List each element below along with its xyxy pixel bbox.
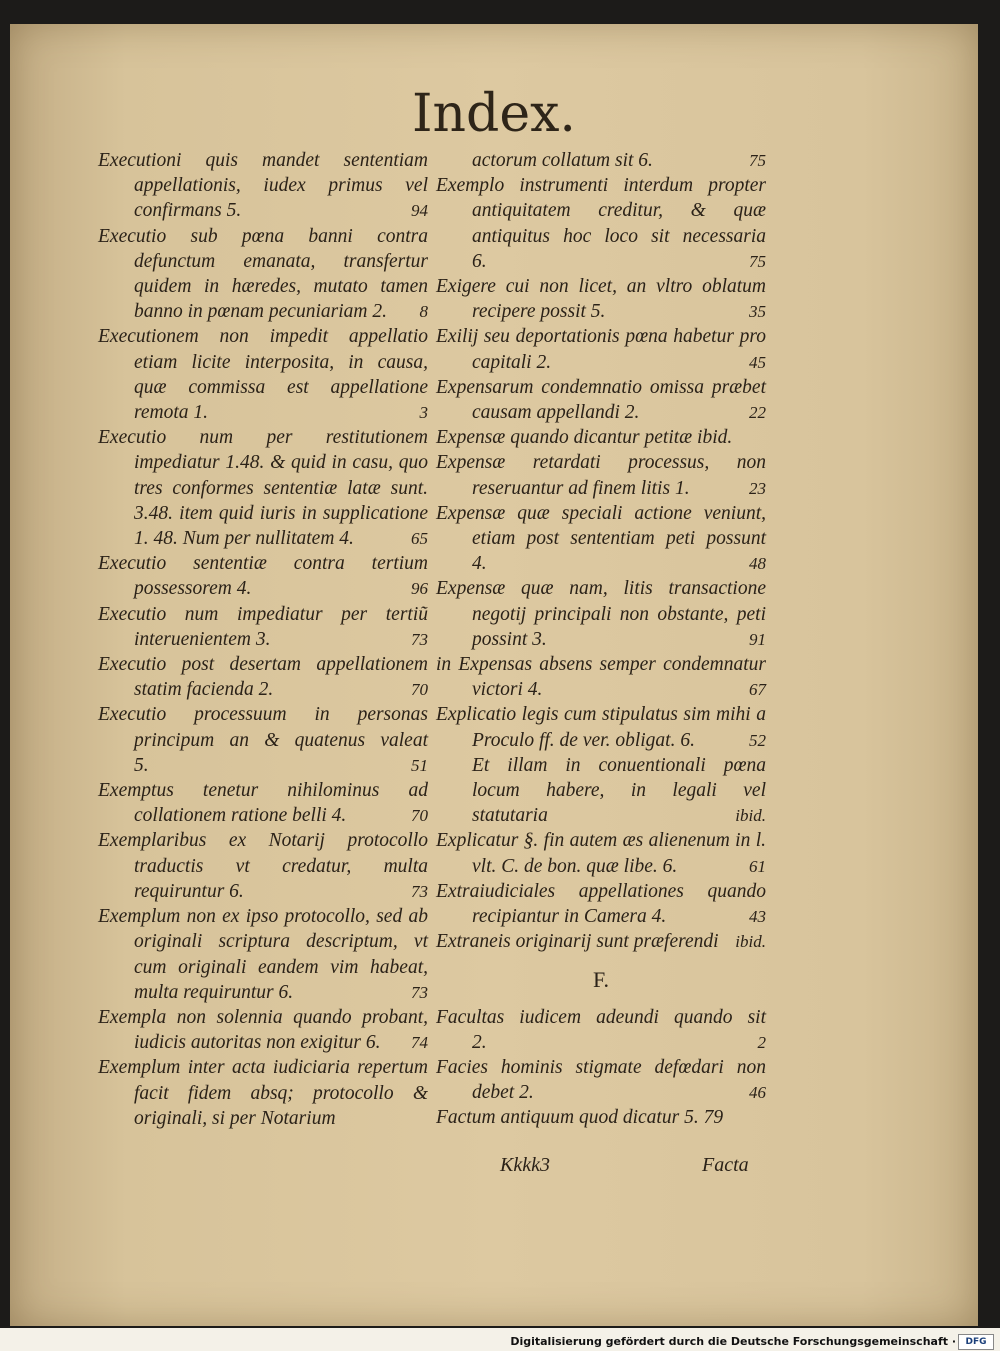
entry-text: Expensæ quæ speciali actione veniunt, etiam post sententiam peti possunt 4. bbox=[436, 502, 766, 575]
entry-page-number: 51 bbox=[411, 755, 428, 775]
entry-text: Exigere cui non licet, an vltro oblatum recipere possit 5. bbox=[436, 276, 766, 323]
footer-bar bbox=[0, 1332, 1000, 1351]
entry-page-number: 48 bbox=[749, 554, 766, 574]
entry-page-number: 73 bbox=[411, 629, 428, 649]
index-column-right bbox=[436, 148, 766, 1131]
index-entry bbox=[436, 1105, 766, 1130]
index-entry bbox=[436, 702, 766, 752]
entry-page-number: 45 bbox=[749, 352, 766, 372]
entry-text: Factum antiquum quod dicatur 5. 79 bbox=[436, 1107, 724, 1129]
entry-page-number: 46 bbox=[749, 1083, 766, 1103]
entry-text: Executio num per restitutionem impediatur 1.48. & quid in casu, quo tres conformes sententiæ latæ sunt. 3.48. item quid iuris in supplicatione 1. 48. Num per nullitatem 4. bbox=[98, 427, 428, 550]
index-entry bbox=[98, 224, 428, 325]
dfg-logo: DFG bbox=[958, 1334, 994, 1350]
index-entry bbox=[98, 602, 428, 652]
entry-text: Extraneis originarij sunt præferendi bbox=[436, 931, 719, 953]
entry-page-number: 94 bbox=[411, 201, 428, 221]
index-entry bbox=[436, 324, 766, 374]
entry-page-number: 65 bbox=[411, 529, 428, 549]
entry-page-number: 35 bbox=[749, 302, 766, 322]
index-entry bbox=[436, 375, 766, 425]
entry-text: Executio num impediatur per tertiũ interuenientem 3. bbox=[98, 603, 428, 650]
index-entry bbox=[98, 702, 428, 778]
index-entry bbox=[98, 324, 428, 425]
index-entry bbox=[98, 652, 428, 702]
entry-text: Exemplum inter acta iudiciaria repertum facit fidem absq; protocollo & originali, si per Notarium bbox=[98, 1057, 428, 1129]
entry-page-number: 75 bbox=[749, 251, 766, 271]
index-entry bbox=[436, 501, 766, 577]
catchword: Facta bbox=[702, 1154, 749, 1176]
index-entry bbox=[436, 828, 766, 878]
entry-text: Executioni quis mandet sententiam appellationis, iudex primus vel confirmans 5. bbox=[98, 150, 428, 222]
entry-text: Exilij seu deportationis pœna habetur pro capitali 2. bbox=[436, 326, 766, 373]
entry-text: Executio sub pœna banni contra defunctum emanata, transfertur quidem in hæredes, mutato tamen banno in pœnam pecuniariam 2. bbox=[98, 225, 428, 323]
entry-text: Executio post desertam appellationem statim facienda 2. bbox=[98, 654, 428, 701]
entry-text: Executionem non impedit appellatio etiam licite interposita, in causa, quæ commissa est appellatione remota 1. bbox=[98, 326, 428, 424]
index-entry bbox=[436, 753, 766, 829]
page-heading: Index. bbox=[412, 84, 576, 144]
entry-text: in Expensas absens semper condemnatur victori 4. bbox=[436, 654, 766, 701]
entry-text: Exemplo instrumenti interdum propter antiquitatem creditur, & quæ antiquitus hoc loco sit necessaria 6. bbox=[436, 175, 766, 272]
index-entry bbox=[98, 1055, 428, 1131]
entry-text: Executio processuum in personas principum an & quatenus valeat 5. bbox=[98, 704, 428, 776]
index-entry bbox=[436, 450, 766, 500]
entry-page-number: 23 bbox=[749, 478, 766, 498]
index-entry bbox=[436, 425, 766, 450]
index-entry bbox=[436, 576, 766, 652]
index-entry bbox=[98, 148, 428, 224]
index-entry bbox=[98, 551, 428, 601]
entry-page-number: 2 bbox=[757, 1032, 766, 1052]
entry-page-number: 61 bbox=[749, 856, 766, 876]
entry-text: Expensæ quando dicantur petitæ ibid. bbox=[436, 427, 733, 449]
index-entry bbox=[436, 929, 766, 954]
index-entry bbox=[98, 1005, 428, 1055]
entry-page-number: ibid. bbox=[735, 806, 766, 826]
entry-page-number: 70 bbox=[411, 806, 428, 826]
index-entry bbox=[436, 1005, 766, 1055]
entry-text: Exemplum non ex ipso protocollo, sed ab originali scriptura descriptum, vt cum originali eandem vim habeat, multa requiruntur 6. bbox=[98, 906, 428, 1003]
index-entry bbox=[436, 148, 766, 173]
entry-text: Et illam in conuentionali pœna locum habere, in legali vel statutaria bbox=[472, 754, 766, 827]
index-column-left bbox=[98, 148, 428, 1131]
entry-page-number: 96 bbox=[411, 579, 428, 599]
entry-page-number: 52 bbox=[749, 730, 766, 750]
footer-credit: Digitalisierung gefördert durch die Deutsche Forschungsgemeinschaft · bbox=[510, 1335, 956, 1348]
entry-text: Exemptus tenetur nihilominus ad collationem ratione belli 4. bbox=[98, 780, 428, 827]
entry-text: actorum collatum sit 6. bbox=[472, 150, 653, 171]
entry-text: Expensæ retardati processus, non reseruantur ad finem litis 1. bbox=[436, 452, 766, 499]
entry-page-number: 8 bbox=[419, 302, 428, 322]
entry-page-number: 70 bbox=[411, 680, 428, 700]
entry-page-number: 91 bbox=[749, 629, 766, 649]
entry-text: Exempla non solennia quando probant, iudicis autoritas non exigitur 6. bbox=[98, 1006, 428, 1054]
entry-page-number: 73 bbox=[411, 881, 428, 901]
entry-text: Expensarum condemnatio omissa præbet causam appellandi 2. bbox=[436, 376, 766, 424]
entry-page-number: 67 bbox=[749, 680, 766, 700]
index-entry bbox=[436, 652, 766, 702]
index-entry bbox=[98, 425, 428, 551]
index-entry bbox=[436, 879, 766, 929]
index-entry bbox=[436, 173, 766, 274]
book-page bbox=[10, 24, 978, 1326]
section-letter: F. bbox=[593, 966, 609, 992]
entry-page-number: 3 bbox=[419, 403, 428, 423]
entry-text: Facies hominis stigmate defœdari non debet 2. bbox=[436, 1056, 766, 1104]
entry-text: Exemplaribus ex Notarij protocollo traductis vt credatur, multa requiruntur 6. bbox=[98, 830, 428, 902]
entry-text: Explicatur §. fin autem æs alienenum in l. vlt. C. de bon. quæ libe. 6. bbox=[436, 830, 766, 877]
entry-text: Explicatio legis cum stipulatus sim mihi a Proculo ff. de ver. obligat. 6. bbox=[436, 704, 766, 751]
entry-text: Extraiudiciales appellationes quando recipiantur in Camera 4. bbox=[436, 880, 766, 928]
entry-page-number: 43 bbox=[749, 907, 766, 927]
index-entry bbox=[98, 904, 428, 1005]
entry-text: Facultas iudicem adeundi quando sit 2. bbox=[436, 1006, 766, 1053]
entry-page-number: ibid. bbox=[735, 932, 766, 952]
index-entry bbox=[98, 828, 428, 904]
signature-mark: Kkkk3 bbox=[500, 1154, 550, 1176]
index-entry bbox=[98, 778, 428, 828]
entry-page-number: 22 bbox=[749, 403, 766, 423]
index-entry bbox=[436, 274, 766, 324]
entry-page-number: 74 bbox=[411, 1033, 428, 1053]
entry-page-number: 75 bbox=[749, 151, 766, 170]
entry-text: Expensæ quæ nam, litis transactione negotij principali non obstante, peti possint 3. bbox=[436, 578, 766, 650]
entry-text: Executio sententiæ contra tertium possessorem 4. bbox=[98, 553, 428, 600]
entry-page-number: 73 bbox=[411, 982, 428, 1002]
index-entry bbox=[436, 1055, 766, 1105]
